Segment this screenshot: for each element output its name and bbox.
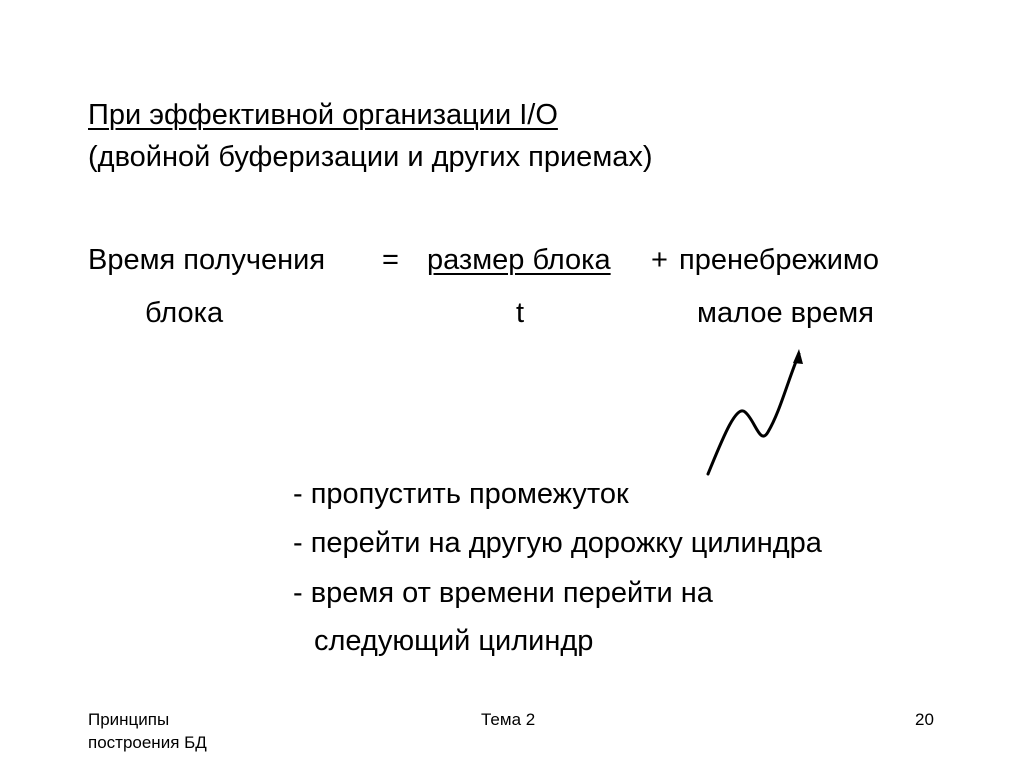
formula-lhs-line-1: Время получения	[88, 244, 326, 276]
footer-center: Тема 2	[481, 710, 536, 729]
heading-line-1: При эффективной организации I/O	[88, 99, 558, 131]
formula-numerator: размер блока	[427, 244, 611, 276]
list-item: - время от времени перейти на	[293, 577, 713, 609]
heading-line-2: (двойной буферизации и других приемах)	[88, 141, 653, 173]
formula-denominator: t	[516, 297, 525, 329]
list-item: - пропустить промежуток	[293, 478, 629, 510]
formula-addend-line-1: пренебрежимо	[679, 244, 879, 276]
formula-lhs-line-2: блока	[145, 297, 224, 329]
formula-plus: +	[651, 244, 668, 276]
list-item-continuation: следующий цилиндр	[314, 625, 594, 657]
formula-equals: =	[382, 244, 399, 276]
list-item: - перейти на другую дорожку цилиндра	[293, 527, 822, 559]
footer-left-line-1: Принципы	[88, 710, 170, 729]
formula-addend-line-2: малое время	[697, 297, 874, 329]
footer-left-line-2: построения БД	[88, 733, 207, 752]
page-number: 20	[915, 710, 934, 729]
